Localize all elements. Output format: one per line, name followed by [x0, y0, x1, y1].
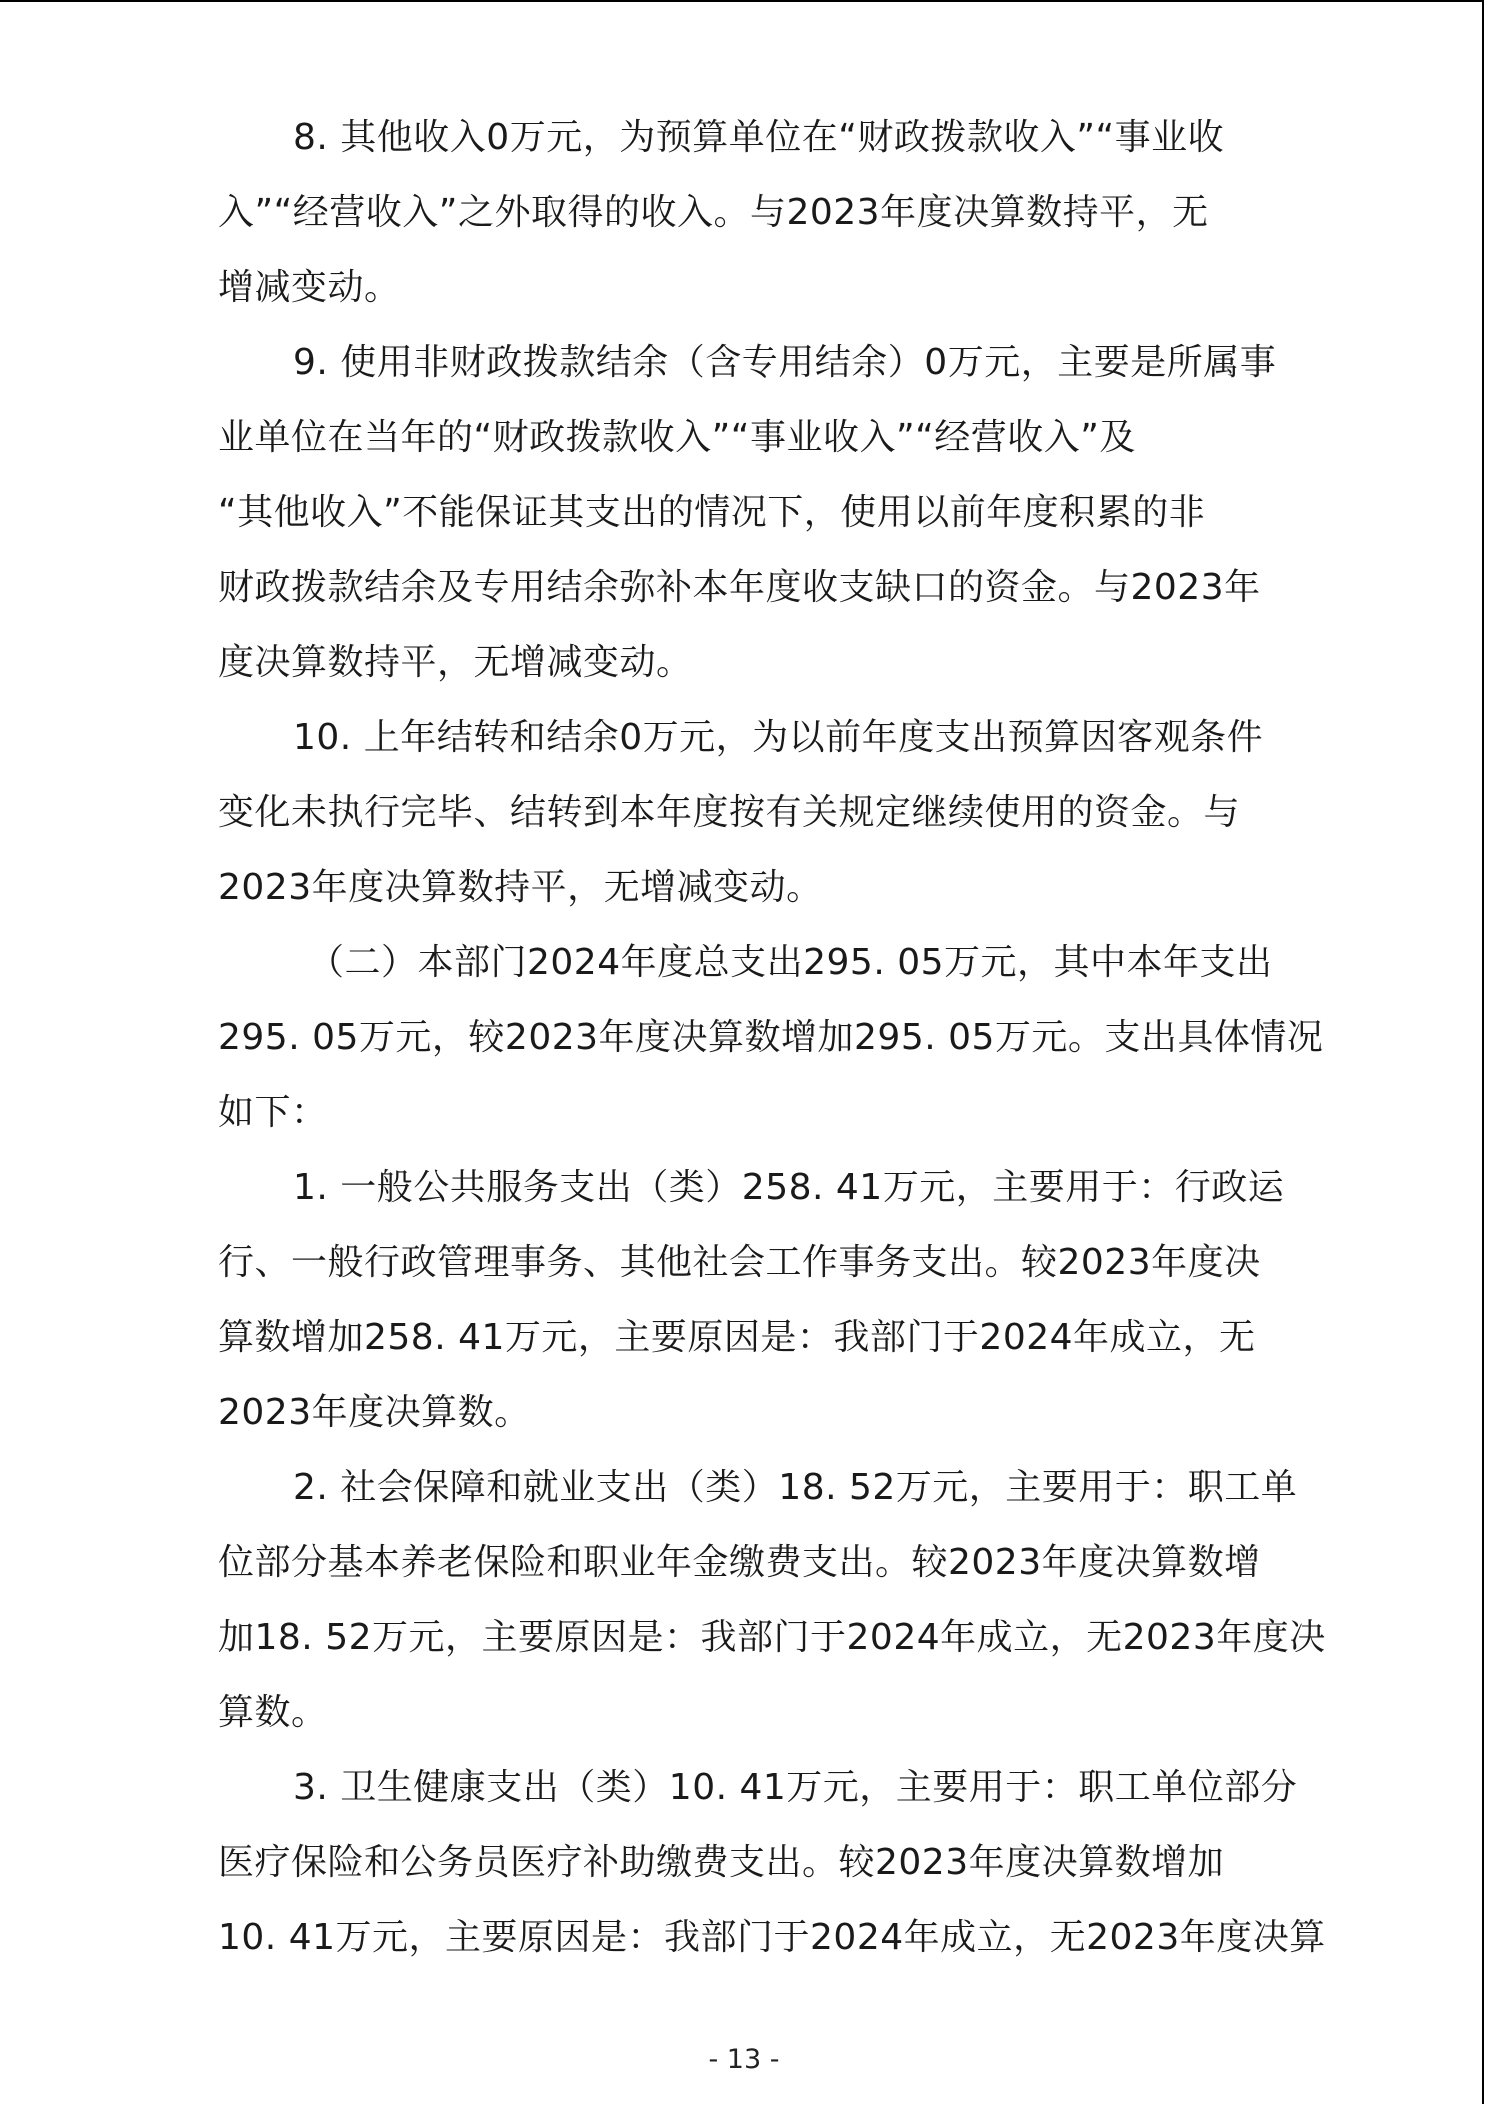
- text-line: “其他收入”不能保证其支出的情况下，使用以前年度积累的非: [218, 492, 1206, 533]
- paragraph-non-fiscal-balance: [218, 325, 1286, 700]
- text-line: 度决算数持平，无增减变动。: [218, 642, 693, 683]
- text-line: 医疗保险和公务员医疗补助缴费支出。较2023年度决算数增加: [218, 1842, 1225, 1883]
- text-line: 如下：: [218, 1092, 328, 1133]
- paragraph-health: [218, 1750, 1326, 1975]
- text-line: 2023年度决算数。: [218, 1392, 531, 1433]
- text-line: 加18. 52万元，主要原因是：我部门于2024年成立，无2023年度决: [218, 1617, 1326, 1658]
- text-line: （二）本部门2024年度总支出295. 05万元，其中本年支出: [308, 942, 1273, 983]
- text-line: 295. 05万元，较2023年度决算数增加295. 05万元。支出具体情况: [218, 1017, 1324, 1058]
- paragraph-other-income: [218, 100, 1286, 325]
- text-line: 算数增加258. 41万元，主要原因是：我部门于2024年成立，无: [218, 1317, 1256, 1358]
- paragraph-social-security: [218, 1450, 1326, 1750]
- text-line: 算数。: [218, 1692, 328, 1733]
- paragraph-public-service: [218, 1150, 1286, 1450]
- text-line: 10. 上年结转和结余0万元，为以前年度支出预算因客观条件: [293, 717, 1264, 758]
- text-line: 财政拨款结余及专用结余弥补本年度收支缺口的资金。与2023年: [218, 567, 1261, 608]
- text-line: 2023年度决算数持平，无增减变动。: [218, 867, 823, 908]
- paragraph-total-expenditure: [218, 925, 1324, 1150]
- text-line: 8. 其他收入0万元，为预算单位在“财政拨款收入”“事业收: [293, 117, 1225, 158]
- page-number: - 13 -: [708, 2044, 780, 2075]
- text-line: 业单位在当年的“财政拨款收入”“事业收入”“经营收入”及: [218, 417, 1136, 458]
- text-line: 行、一般行政管理事务、其他社会工作事务支出。较2023年度决: [218, 1242, 1261, 1283]
- text-line: 1. 一般公共服务支出（类）258. 41万元，主要用于：行政运: [293, 1167, 1285, 1208]
- text-line: 9. 使用非财政拨款结余（含专用结余）0万元，主要是所属事: [293, 342, 1277, 383]
- text-line: 入”“经营收入”之外取得的收入。与2023年度决算数持平，无: [218, 192, 1209, 233]
- document-body: [218, 100, 1326, 1975]
- paragraph-carryover: [218, 700, 1286, 925]
- text-line: 位部分基本养老保险和职业年金缴费支出。较2023年度决算数增: [218, 1542, 1261, 1583]
- text-line: 增减变动。: [218, 267, 401, 308]
- text-line: 2. 社会保障和就业支出（类）18. 52万元，主要用于：职工单: [293, 1467, 1298, 1508]
- text-line: 3. 卫生健康支出（类）10. 41万元，主要用于：职工单位部分: [293, 1767, 1298, 1808]
- text-line: 10. 41万元，主要原因是：我部门于2024年成立，无2023年度决算: [218, 1917, 1326, 1958]
- text-line: 变化未执行完毕、结转到本年度按有关规定继续使用的资金。与: [218, 792, 1241, 833]
